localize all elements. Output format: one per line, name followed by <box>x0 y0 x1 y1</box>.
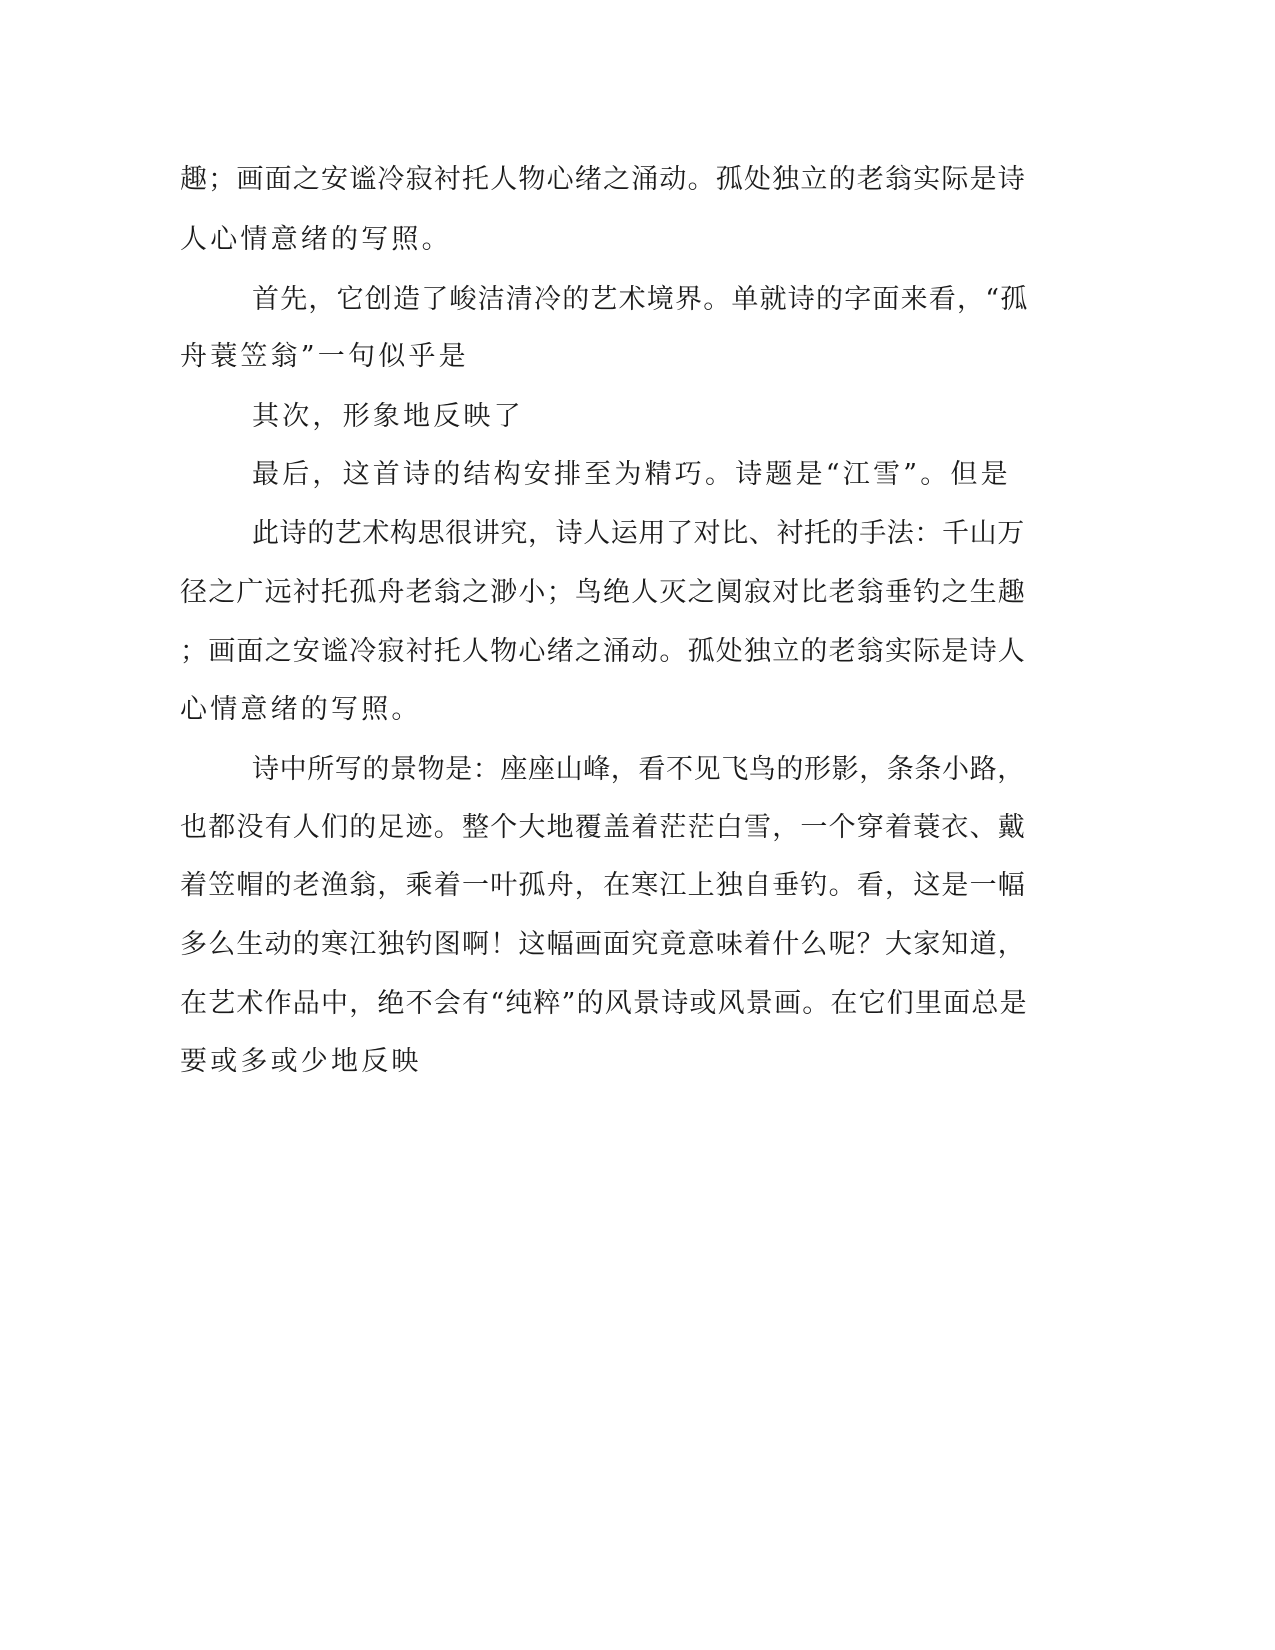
text-line-2: 人心情意绪的写照。 <box>180 224 452 255</box>
text-line-8: 径之广远衬托孤舟老翁之渺小；鸟绝人灭之阒寂对比老翁垂钓之生趣 <box>180 577 1026 608</box>
text-line-12: 也都没有人们的足迹。整个大地覆盖着茫茫白雪，一个穿着蓑衣、戴 <box>180 812 1026 843</box>
text-line-15: 在艺术作品中，绝不会有“纯粹”的风景诗或风景画。在它们里面总是 <box>180 988 1028 1019</box>
text-line-5: 其次，形象地反映了 <box>252 401 524 432</box>
text-line-14: 多么生动的寒江独钓图啊！这幅画面究竟意味着什么呢？大家知道， <box>180 929 1026 960</box>
text-line-13: 着笠帽的老渔翁，乘着一叶孤舟，在寒江上独自垂钓。看，这是一幅 <box>180 870 1026 901</box>
text-line-10: 心情意绪的写照。 <box>180 694 422 725</box>
text-line-7: 此诗的艺术构思很讲究，诗人运用了对比、衬托的手法：千山万 <box>252 518 1025 549</box>
text-line-6: 最后，这首诗的结构安排至为精巧。诗题是“江雪”。但是 <box>252 459 1011 490</box>
text-line-11: 诗中所写的景物是：座座山峰，看不见飞鸟的形影，条条小路， <box>252 754 1025 785</box>
text-line-1: 趣；画面之安谧冷寂衬托人物心绪之涌动。孤处独立的老翁实际是诗 <box>180 164 1026 195</box>
text-line-4: 舟蓑笠翁”一句似乎是 <box>180 341 469 372</box>
text-line-16: 要或多或少地反映 <box>180 1046 422 1077</box>
text-line-3: 首先，它创造了峻洁清冷的艺术境界。单就诗的字面来看，“孤 <box>252 284 1029 315</box>
text-line-9: ；画面之安谧冷寂衬托人物心绪之涌动。孤处独立的老翁实际是诗人 <box>180 636 1026 667</box>
